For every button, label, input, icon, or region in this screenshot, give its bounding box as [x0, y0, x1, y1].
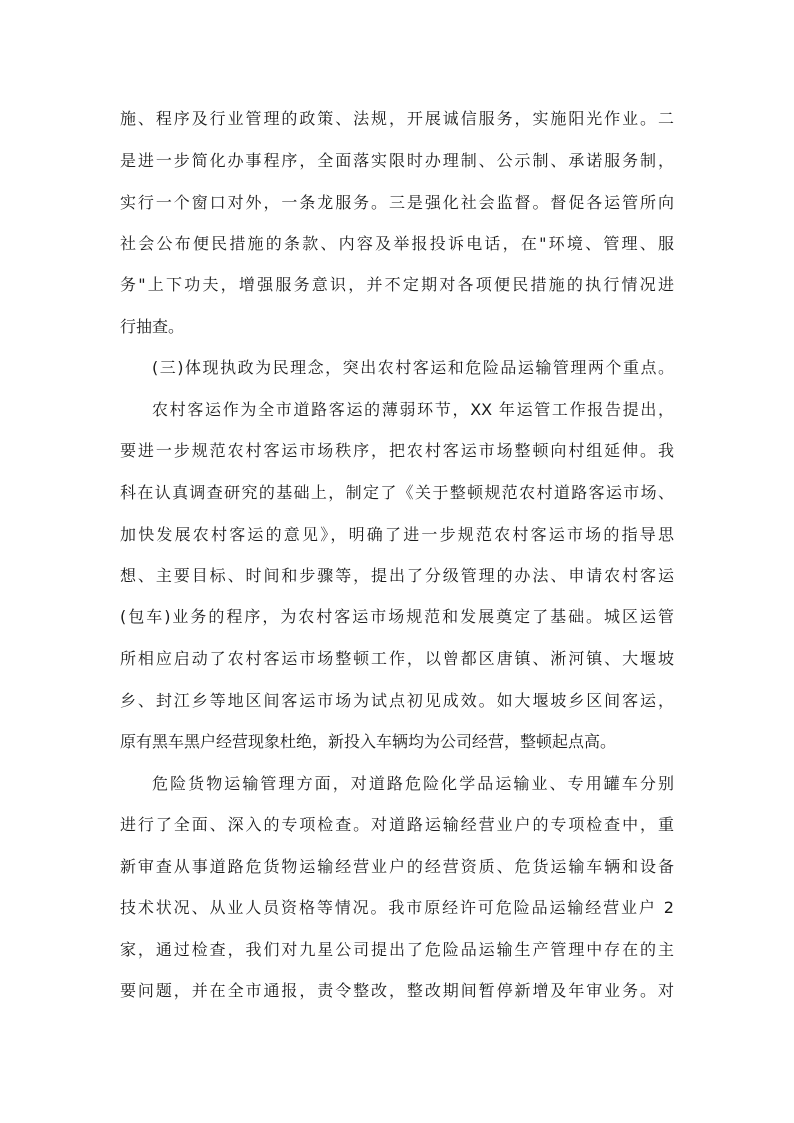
text-line: 施、程序及行业管理的政策、法规，开展诚信服务，实施阳光作业。二	[120, 109, 674, 128]
text-line: 新审查从事道路危货物运输经营业户的经营资质、危货运输车辆和设备	[120, 857, 674, 876]
text-line: 实行一个窗口对外，一条龙服务。三是强化社会监督。督促各运管所向	[120, 193, 674, 212]
text-line: 要进一步规范农村客运市场秩序，把农村客运市场整顿向村组延伸。我	[120, 441, 674, 460]
text-line: 务"上下功夫，增强服务意识，并不定期对各项便民措施的执行情况进	[120, 275, 674, 294]
text-line: 原有黑车黑户经营现象杜绝，新投入车辆均为公司经营，整顿起点高。	[120, 732, 617, 751]
text-line: 所相应启动了农村客运市场整顿工作，以曾都区唐镇、淅河镇、大堰坡	[120, 649, 674, 668]
text-line: (包车)业务的程序，为农村客运市场规范和发展奠定了基础。城区运管	[120, 607, 674, 626]
text-line: 家，通过检查，我们对九星公司提出了危险品运输生产管理中存在的主	[120, 940, 674, 959]
text-line: 社会公布便民措施的条款、内容及举报投诉电话，在"环境、管理、服	[120, 234, 674, 253]
text-line: 技术状况、从业人员资格等情况。我市原经许可危险品运输经营业户 2	[120, 898, 674, 917]
text-line: 是进一步简化办事程序，全面落实限时办理制、公示制、承诺服务制，	[120, 151, 674, 170]
text-line: 危险货物运输管理方面，对道路危险化学品运输业、专用罐车分别	[152, 774, 674, 793]
text-line: 乡、封江乡等地区间客运市场为试点初见成效。如大堰坡乡区间客运，	[120, 691, 674, 710]
text-line: 进行了全面、深入的专项检查。对道路运输经营业户的专项检查中，重	[120, 815, 674, 834]
text-line: 要问题，并在全市通报，责令整改，整改期间暂停新增及年审业务。对	[120, 981, 674, 1000]
text-line: 加快发展农村客运的意见》，明确了进一步规范农村客运市场的指导思	[120, 525, 674, 544]
text-line: 科在认真调查研究的基础上，制定了《关于整顿规范农村道路客运市场、	[120, 483, 674, 502]
text-line: 农村客运作为全市道路客运的薄弱环节，XX 年运管工作报告提出，	[152, 400, 674, 419]
section-heading: (三)体现执政为民理念，突出农村客运和危险品运输管理两个重点。	[152, 358, 674, 377]
text-line: 想、主要目标、时间和步骤等，提出了分级管理的办法、申请农村客运	[120, 566, 674, 585]
text-line: 行抽查。	[120, 317, 185, 336]
